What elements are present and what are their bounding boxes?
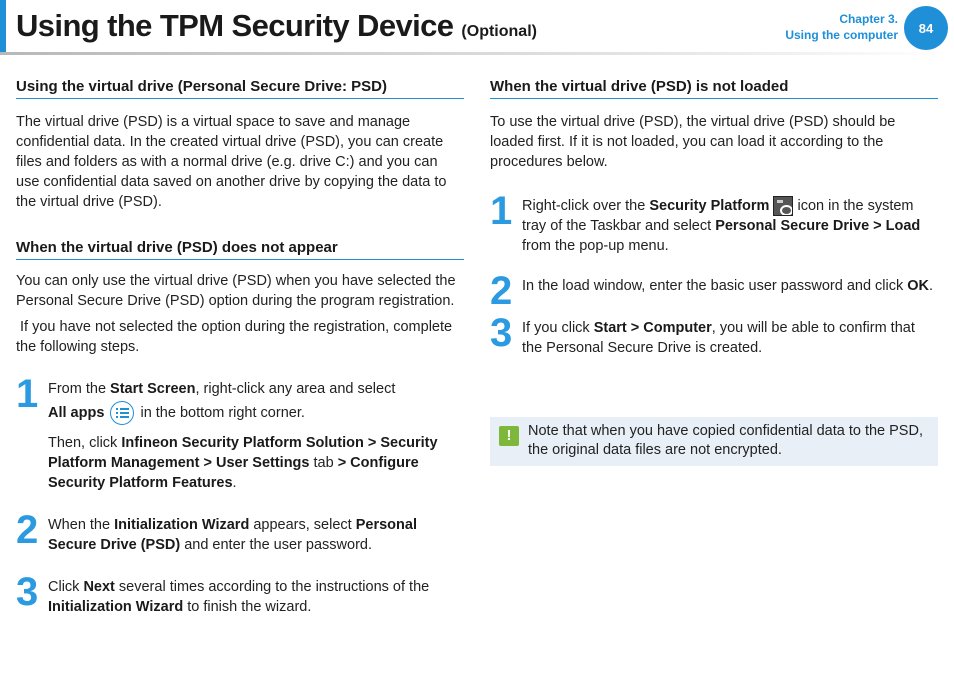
step-text: Right-click over the Security Platform icon in the system tray of the Taskbar and select Personal Secure Drive > Load from the pop-up menu. [522,198,925,255]
page-title [16,8,537,44]
page-number-badge: 84 [904,6,948,50]
step-text: Then, click Infineon Security Platform Solution > Security Platform Management > User Settings tab > Configure Security Platform Features. [48,435,442,491]
step-text: In the load window, enter the basic user password and click OK. [522,278,934,295]
note-exclamation-icon: ! [499,426,519,446]
section-heading-psd: Using the virtual drive (Personal Secure Drive: PSD) [16,78,464,99]
chapter-label [785,11,898,43]
header-rule [0,52,954,55]
step-number: 2 [16,508,39,552]
step-number: 1 [16,372,39,416]
left-step-1 [16,372,464,493]
page-title-suffix: (Optional) [461,23,537,40]
security-platform-tray-icon [773,196,793,216]
section-body-not-appear-1: You can only use the virtual drive (PSD) when you have selected the Personal Secure Drive (PSD) option during the program registration. [16,273,456,309]
left-step-3 [16,570,464,617]
step-number: 1 [490,189,513,233]
step-text: If you click Start > Computer, you will be able to confirm that the Personal Secure Drive is created. [522,320,919,357]
section-body-not-loaded: To use the virtual drive (PSD), the virtual drive (PSD) should be loaded first. If it is not loaded, you can load it according to the procedures below. [490,114,896,170]
right-step-1 [490,189,938,256]
step-number: 2 [490,269,513,314]
header-accent-bar [0,0,6,52]
right-column [490,78,938,358]
left-column [16,78,464,617]
chapter-subtitle: Using the computer [785,28,898,42]
right-step-3 [490,311,938,358]
step-text: All apps in the bottom right corner. [48,401,464,425]
right-step-2 [490,269,938,314]
section-heading-not-appear: When the virtual drive (PSD) does not appear [16,239,464,260]
note-text: Note that when you have copied confidential data to the PSD, the original data files are not encrypted. [528,423,923,458]
note-box [490,417,938,466]
section-body-psd: The virtual drive (PSD) is a virtual space to save and manage confidential data. In the created virtual drive (PSD), you can create files and folders as with a normal drive (e.g. drive C:) and you can use confidential data saved on another drive by copying the data to the virtual drive (PSD). [16,114,447,210]
step-number: 3 [490,311,513,356]
step-text: Click Next several times according to the instructions of the Initialization Wizard to finish the wizard. [48,579,434,615]
step-text: When the Initialization Wizard appears, select Personal Secure Drive (PSD) and enter the user password. [48,517,421,553]
step-number: 3 [16,570,39,614]
section-body-not-appear-2: If you have not selected the option during the registration, complete the following steps. [16,319,457,355]
page-title-text: Using the TPM Security Device [16,8,454,43]
chapter-number: Chapter 3. [839,12,898,26]
section-heading-not-loaded: When the virtual drive (PSD) is not loaded [490,78,938,99]
all-apps-icon [110,401,134,425]
left-step-2 [16,508,464,555]
step-text: From the Start Screen, right-click any area and select [48,381,396,397]
